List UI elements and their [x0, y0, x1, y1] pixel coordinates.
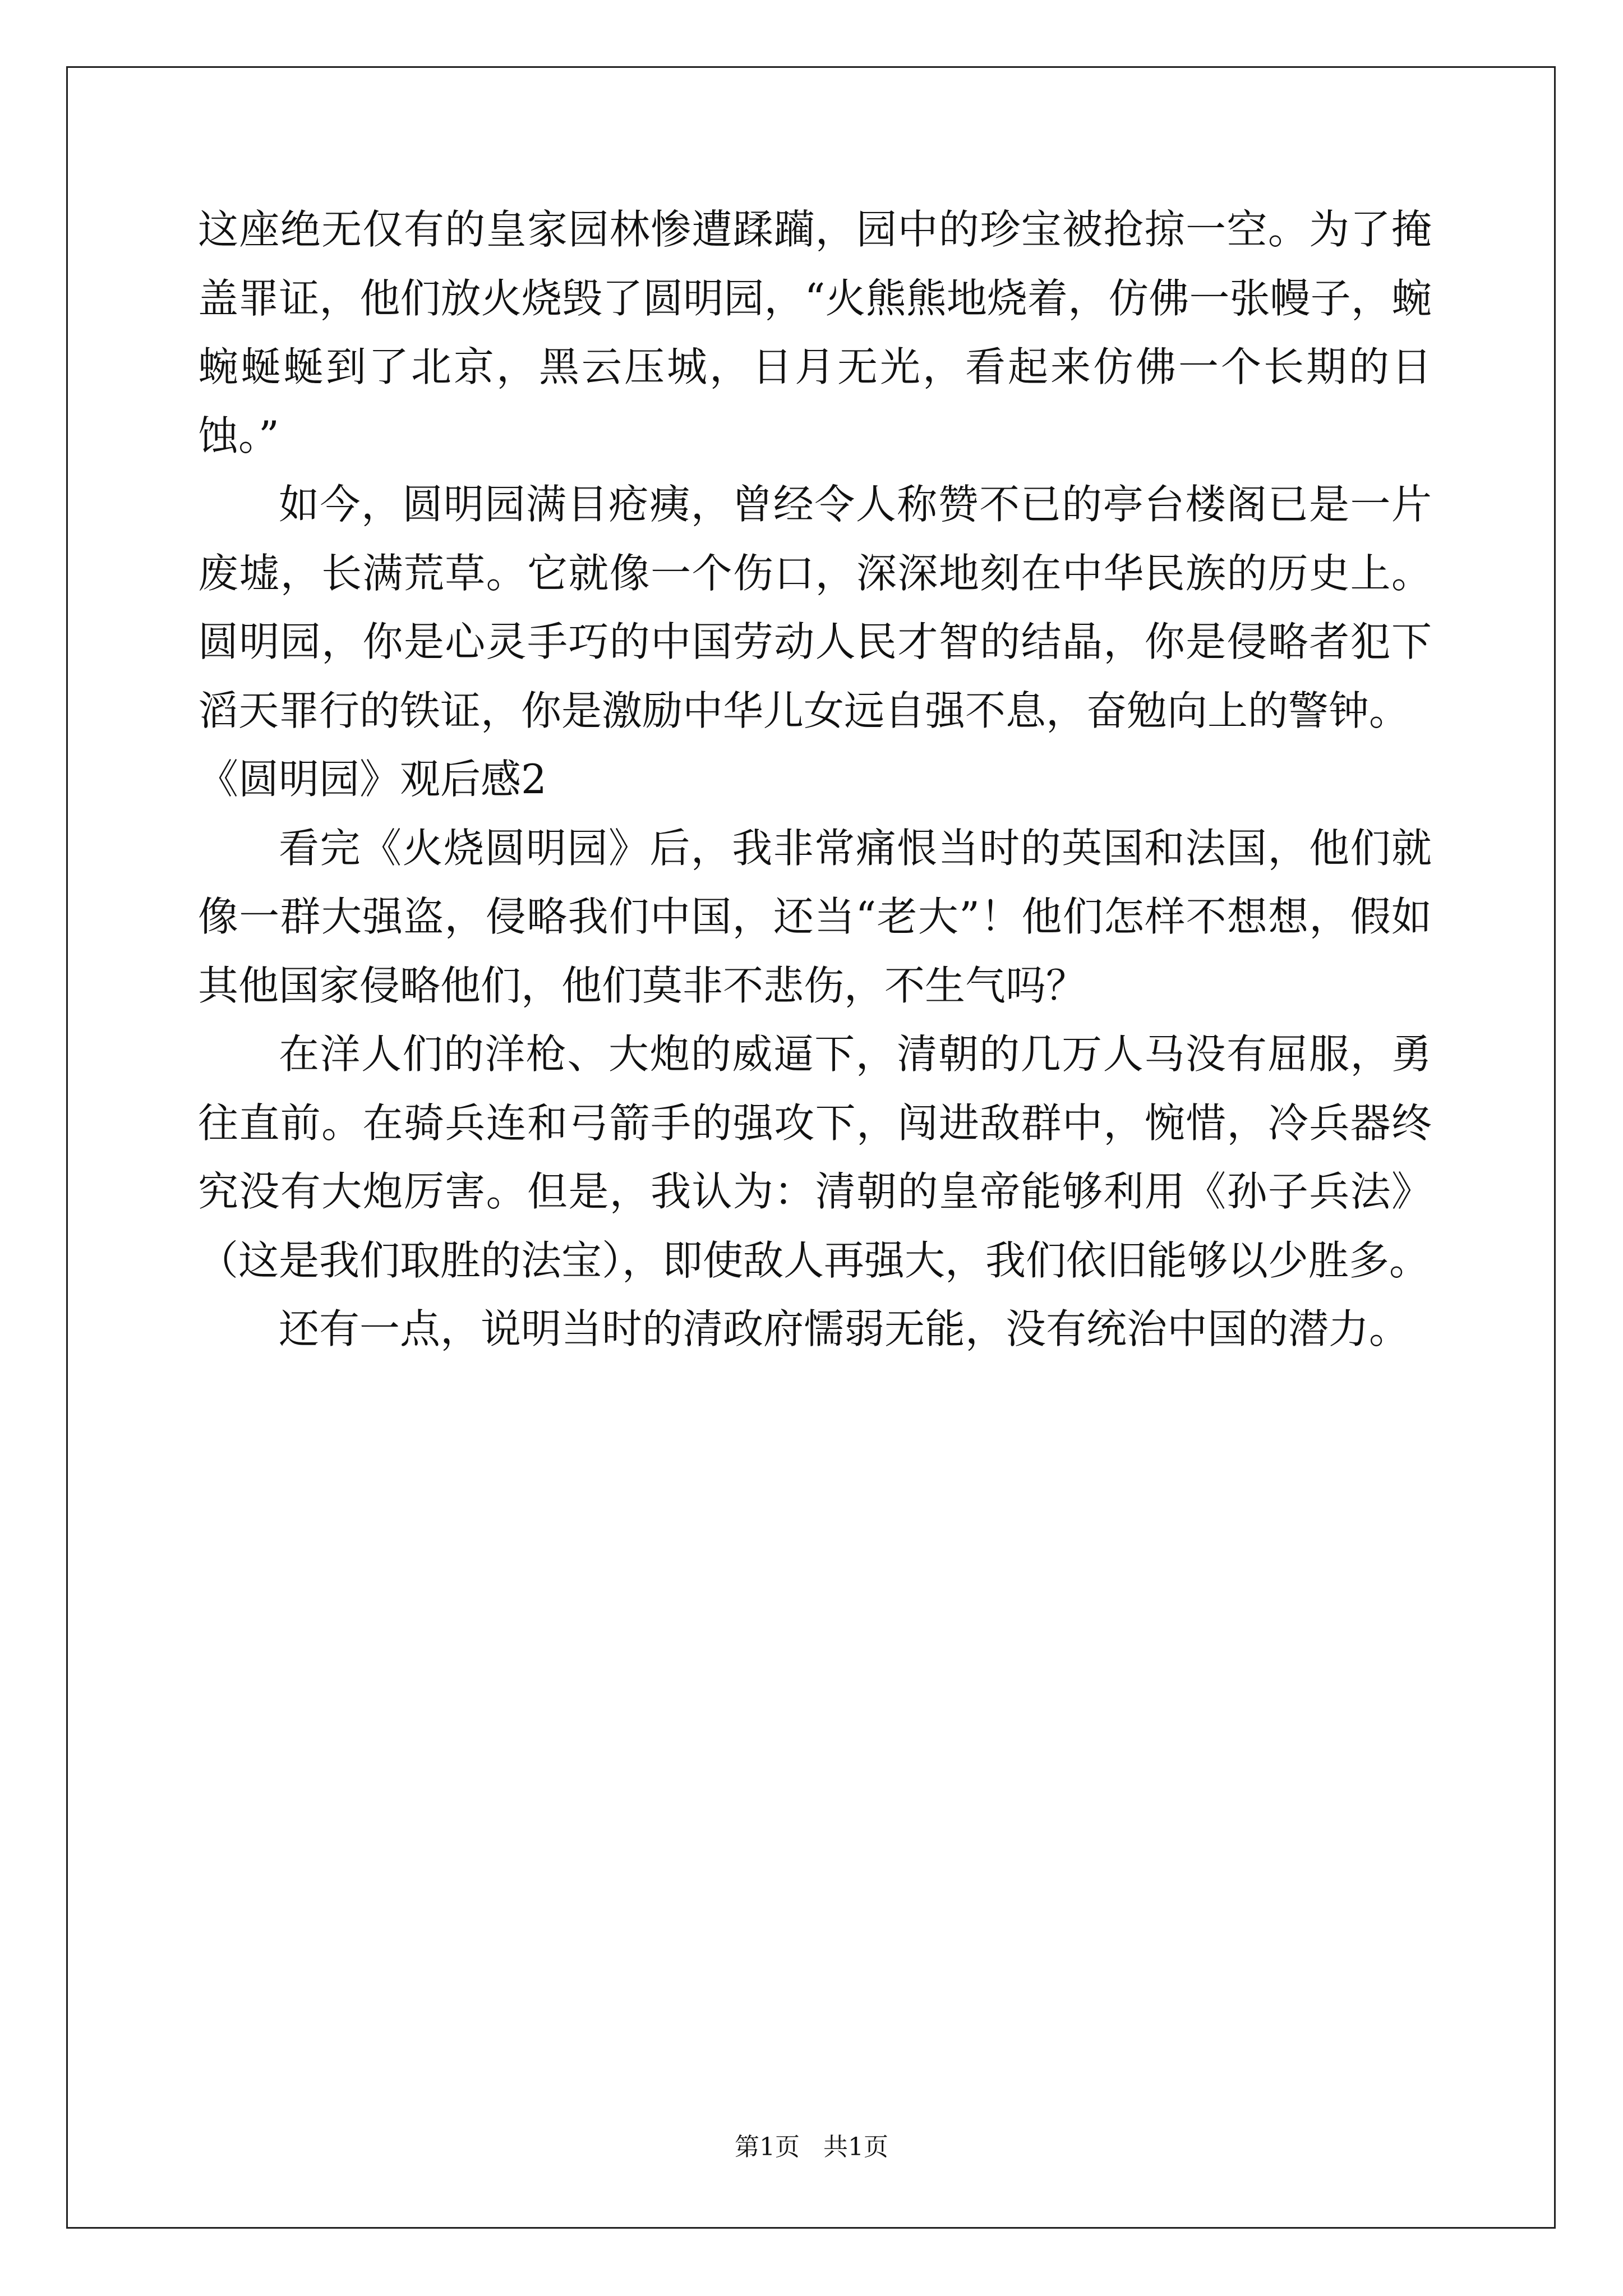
- page-number: 第1页: [735, 2133, 800, 2161]
- page-total: 共1页: [823, 2133, 888, 2161]
- document-body: [198, 195, 1432, 1364]
- paragraph-1: 这座绝无仅有的皇家园林惨遭蹂躏，园中的珍宝被抢掠一空。为了掩盖罪证，他们放火烧毁了圆明园，“火熊熊地烧着，仿佛一张幔子，蜿蜿蜒蜒到了北京，黑云压城，日月无光，看起来仿佛一个长期的日蚀。”: [198, 206, 1432, 459]
- section-heading: 《圆明园》观后感2: [198, 756, 547, 803]
- paragraph-3: 看完《火烧圆明园》后，我非常痛恨当时的英国和法国，他们就像一群大强盗，侵略我们中国，还当“老大”！他们怎样不想想，假如其他国家侵略他们，他们莫非不悲伤，不生气吗？: [198, 824, 1432, 1009]
- paragraph-2: 如今，圆明园满目疮痍，曾经令人称赞不已的亭台楼阁已是一片废墟，长满荒草。它就像一个伤口，深深地刻在中华民族的历史上。圆明园，你是心灵手巧的中国劳动人民才智的结晶，你是侵略者犯下滔天罪行的铁证，你是激励中华儿女远自强不息，奋勉向上的警钟。: [198, 481, 1432, 734]
- paragraph-4: 在洋人们的洋枪、大炮的威逼下，清朝的几万人马没有屈服，勇往直前。在骑兵连和弓箭手的强攻下，闯进敌群中，惋惜，冷兵器终究没有大炮厉害。但是，我认为：清朝的皇帝能够利用《孙子兵法》（这是我们取胜的法宝），即使敌人再强大，我们依旧能够以少胜多。: [198, 1030, 1432, 1284]
- page-footer: [0, 2131, 1623, 2164]
- paragraph-5: 还有一点，说明当时的清政府懦弱无能，没有统治中国的潜力。: [279, 1305, 1410, 1352]
- footer-spacer: [800, 2133, 823, 2161]
